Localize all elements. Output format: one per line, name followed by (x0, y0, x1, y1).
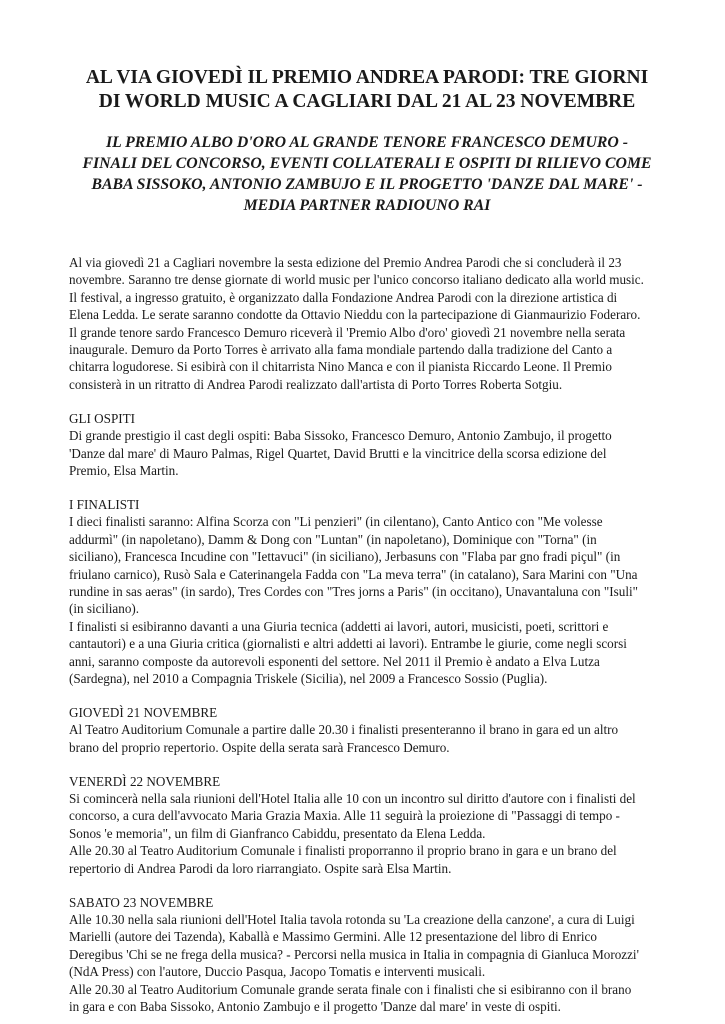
text-line: consisterà in un ritratto di Andrea Parodi realizzato dall'artista di Porto Torres Roberta Sotgiu. (69, 376, 563, 392)
section-giovedi (69, 704, 665, 756)
document-title (69, 66, 665, 114)
text-line: 'Danze dal mare' di Mauro Palmas, Rigel Quartet, David Brutti e la vincitrice della scorsa edizione del (69, 445, 607, 461)
subtitle-line: IL PREMIO ALBO D'ORO AL GRANDE TENORE FRANCESCO DEMURO - (105, 134, 629, 151)
text-line: Al Teatro Auditorium Comunale a partire dalle 20.30 i finalisti presenteranno il brano in gara ed un altro (69, 722, 619, 738)
text-line: anni, saranno composte da autorevoli esponenti del settore. Nel 2011 il Premio è andato a Elva Lutza (69, 653, 600, 669)
text-line: repertorio di Andrea Parodi da loro riarrangiato. Ospite sarà Elsa Martin. (69, 860, 452, 876)
text-line: addurmì" (in napoletano), Damm & Dong con "Luntan" (in napoletano), Dominique con "Torna" (in (69, 531, 597, 547)
section-venerdi (69, 773, 665, 877)
intro-paragraph (69, 254, 665, 393)
text-line: (NdA Press) con l'autore, Duccio Pasqua, Jacopo Tomatis e interventi musicali. (69, 964, 486, 980)
text-line: Alle 10.30 nella sala riunioni dell'Hotel Italia tavola rotonda su 'La creazione della canzone', a cura di Luigi (69, 911, 635, 927)
section-title: GIOVEDÌ 21 NOVEMBRE (69, 704, 218, 720)
section-sabato (69, 894, 665, 1016)
text-line: chitarra logudorese. Si esibirà con il chitarrista Nino Manca e con il pianista Riccardo Leone. Il Premio (69, 359, 612, 375)
text-line: Marielli (autore dei Tazenda), Kaballà e Massimo Germini. Alle 12 presentazione del libro di Enrico (69, 929, 597, 945)
text-line: Il grande tenore sardo Francesco Demuro riceverà il 'Premio Albo d'oro' giovedì 21 novembre nella serata (69, 324, 626, 340)
text-line: friulano carnico), Rusò Sala e Caterinangela Fadda con "La meva terra" (in catalano), Sara Marini con "Una (69, 566, 638, 582)
text-line: (in siciliano). (69, 601, 140, 617)
text-line: Al via giovedì 21 a Cagliari novembre la sesta edizione del Premio Andrea Parodi che si concluderà il 23 (69, 255, 622, 270)
section-finalisti (69, 496, 665, 687)
text-line: in gara e con Baba Sissoko, Antonio Zambujo e il progetto 'Danze dal mare' in veste di ospiti. (69, 998, 561, 1014)
section-title: SABATO 23 NOVEMBRE (69, 894, 214, 910)
text-line: Elena Ledda. Le serate saranno condotte da Ottavio Nieddu con la partecipazione di Gianmaurizio Foderaro. (69, 307, 641, 323)
section-title: GLI OSPITI (69, 410, 136, 426)
section-title: VENERDÌ 22 NOVEMBRE (69, 773, 221, 789)
subtitle-line: BABA SISSOKO, ANTONIO ZAMBUJO E IL PROGETTO 'DANZE DAL MARE' - (91, 176, 643, 193)
subtitle-line: MEDIA PARTNER RADIOUNO RAI (243, 197, 491, 214)
title-line: AL VIA GIOVEDÌ IL PREMIO ANDREA PARODI: TRE GIORNI (85, 67, 649, 88)
title-line: DI WORLD MUSIC A CAGLIARI DAL 21 AL 23 NOVEMBRE (98, 91, 636, 112)
text-line: Sonos 'e memoria", un film di Gianfranco Cabiddu, presentato da Elena Ledda. (69, 825, 486, 841)
text-line: cantautori) e a una Giuria critica (giornalisti e altri addetti ai lavori). Entrambe le giurie, come negli scorsi (69, 636, 627, 652)
text-line: Premio, Elsa Martin. (69, 462, 179, 478)
text-line: Si comincerà nella sala riunioni dell'Hotel Italia alle 10 con un incontro sul diritto d'autore con i finalisti del (69, 790, 636, 806)
article-body (69, 254, 665, 1015)
text-line: (Sardegna), nel 2010 a Compagnia Triskele (Sicilia), nel 2009 a Francesco Sossio (Puglia). (69, 670, 548, 686)
text-line: rundine in sas aeras" (in sardo), Tres Cordes con "Tres jorns a Paris" (in occitano), Unavantaluna con "Isuli" (69, 583, 639, 599)
text-line: Deregibus 'Chi se ne frega della musica? - Percorsi nella musica in Italia in compagnia di Gianluca Morozzi' (69, 946, 639, 962)
text-line: Il festival, a ingresso gratuito, è organizzato dalla Fondazione Andrea Parodi con la direzione artistica di (69, 289, 618, 305)
text-line: siciliano), Francesca Incudine con "Iettavuci" (in siciliano), Jerbasuns con "Flaba par gno fradi piçul" (in (69, 549, 621, 565)
document-subtitle (75, 132, 659, 216)
text-line: I finalisti si esibiranno davanti a una Giuria tecnica (addetti ai lavori, autori, musicisti, poeti, scrittori e (69, 618, 609, 634)
text-line: concorso, a cura dell'avvocato Maria Grazia Maxia. Alle 11 seguirà la proiezione di "Passaggi di tempo - (69, 808, 620, 824)
section-ospiti (69, 410, 665, 480)
text-line: I dieci finalisti saranno: Alfina Scorza con "Li penzieri" (in cilentano), Canto Antico con "Me volesse (69, 514, 603, 530)
text-line: Alle 20.30 al Teatro Auditorium Comunale grande serata finale con i finalisti che si esibiranno con il brano (69, 981, 632, 997)
text-line: novembre. Saranno tre dense giornate di world music per l'unico concorso italiano dedicato alla world music. (69, 272, 644, 288)
section-title: I FINALISTI (69, 496, 140, 512)
subtitle-line: FINALI DEL CONCORSO, EVENTI COLLATERALI E OSPITI DI RILIEVO COME (82, 155, 652, 172)
text-line: inaugurale. Demuro da Porto Torres è arrivato alla fama mondiale partendo dalla tradizione del Canto a (69, 342, 613, 358)
text-line: Alle 20.30 al Teatro Auditorium Comunale i finalisti proporranno il proprio brano in gara e un brano del (69, 843, 617, 859)
text-line: brano del proprio repertorio. Ospite della serata sarà Francesco Demuro. (69, 739, 450, 755)
text-line: Di grande prestigio il cast degli ospiti: Baba Sissoko, Francesco Demuro, Antonio Zambujo, il progetto (69, 428, 612, 444)
